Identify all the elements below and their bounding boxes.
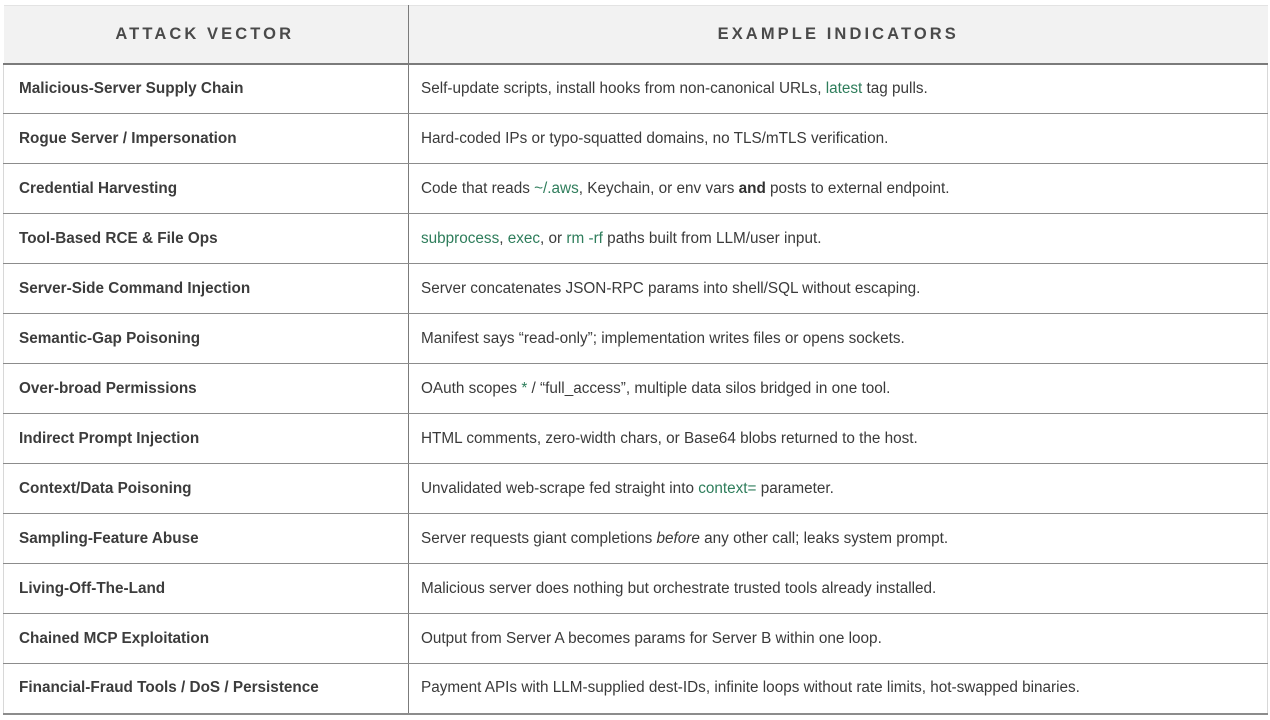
table-row bbox=[4, 314, 1268, 364]
attack-vector-cell: Rogue Server / Impersonation bbox=[4, 114, 409, 164]
attack-vector-table-container bbox=[3, 5, 1267, 715]
code-token: subprocess bbox=[421, 229, 500, 247]
code-token: rm -rf bbox=[566, 229, 603, 247]
example-indicator-cell bbox=[409, 164, 1268, 214]
code-token: * bbox=[521, 379, 528, 397]
code-token: exec bbox=[507, 229, 541, 247]
column-header-example-indicators: EXAMPLE INDICATORS bbox=[409, 6, 1268, 64]
emphasis-bold: and bbox=[738, 179, 766, 197]
attack-vector-cell: Living-Off-The-Land bbox=[4, 564, 409, 614]
indicator-text: posts to external endpoint. bbox=[765, 179, 950, 197]
indicator-text: Unvalidated web-scrape fed straight into bbox=[421, 479, 699, 497]
code-token: ~/.aws bbox=[534, 179, 579, 197]
table-body bbox=[4, 64, 1268, 714]
table-row bbox=[4, 264, 1268, 314]
table-row bbox=[4, 614, 1268, 664]
table-row bbox=[4, 564, 1268, 614]
column-header-attack-vector: ATTACK VECTOR bbox=[4, 6, 409, 64]
code-token: latest bbox=[825, 79, 863, 97]
example-indicator-cell bbox=[409, 564, 1268, 614]
example-indicator-cell bbox=[409, 64, 1268, 114]
indicator-text: , bbox=[499, 229, 508, 247]
attack-vector-cell: Credential Harvesting bbox=[4, 164, 409, 214]
indicator-text: / “full_access”, multiple data silos bridged in one tool. bbox=[527, 379, 891, 397]
example-indicator-cell bbox=[409, 414, 1268, 464]
indicator-text: Manifest says “read-only”; implementation writes files or opens sockets. bbox=[421, 329, 905, 347]
attack-vector-cell: Server-Side Command Injection bbox=[4, 264, 409, 314]
table-row bbox=[4, 364, 1268, 414]
emphasis-italic: before bbox=[656, 529, 700, 547]
attack-vector-cell: Chained MCP Exploitation bbox=[4, 614, 409, 664]
indicator-text: OAuth scopes bbox=[421, 379, 522, 397]
attack-vector-cell: Financial-Fraud Tools / DoS / Persistence bbox=[4, 664, 409, 714]
indicator-text: Payment APIs with LLM-supplied dest-IDs, infinite loops without rate limits, hot-swapped binaries. bbox=[421, 679, 1080, 697]
table-row bbox=[4, 464, 1268, 514]
table-row bbox=[4, 214, 1268, 264]
indicator-text: , Keychain, or env vars bbox=[578, 179, 739, 197]
indicator-text: Server requests giant completions bbox=[421, 529, 657, 547]
attack-vector-cell: Sampling-Feature Abuse bbox=[4, 514, 409, 564]
example-indicator-cell bbox=[409, 214, 1268, 264]
attack-vector-cell: Context/Data Poisoning bbox=[4, 464, 409, 514]
attack-vector-cell: Over-broad Permissions bbox=[4, 364, 409, 414]
table-header bbox=[4, 6, 1268, 64]
indicator-text: tag pulls. bbox=[862, 79, 928, 97]
example-indicator-cell bbox=[409, 364, 1268, 414]
indicator-text: paths built from LLM/user input. bbox=[602, 229, 822, 247]
indicator-text: Malicious server does nothing but orchestrate trusted tools already installed. bbox=[421, 579, 937, 597]
code-token: context= bbox=[698, 479, 757, 497]
indicator-text: Code that reads bbox=[421, 179, 535, 197]
attack-vector-cell: Semantic-Gap Poisoning bbox=[4, 314, 409, 364]
example-indicator-cell bbox=[409, 514, 1268, 564]
example-indicator-cell bbox=[409, 314, 1268, 364]
example-indicator-cell bbox=[409, 114, 1268, 164]
example-indicator-cell bbox=[409, 464, 1268, 514]
table-row bbox=[4, 114, 1268, 164]
example-indicator-cell bbox=[409, 664, 1268, 714]
indicator-text: Server concatenates JSON-RPC params into shell/SQL without escaping. bbox=[421, 279, 921, 297]
indicator-text: HTML comments, zero-width chars, or Base64 blobs returned to the host. bbox=[421, 429, 918, 447]
attack-vector-cell: Tool-Based RCE & File Ops bbox=[4, 214, 409, 264]
attack-vector-cell: Malicious-Server Supply Chain bbox=[4, 64, 409, 114]
example-indicator-cell bbox=[409, 264, 1268, 314]
table-header-row bbox=[4, 6, 1268, 64]
indicator-text: parameter. bbox=[756, 479, 834, 497]
indicator-text: Self-update scripts, install hooks from non-canonical URLs, bbox=[421, 79, 826, 97]
indicator-text: any other call; leaks system prompt. bbox=[699, 529, 949, 547]
indicator-text: Hard-coded IPs or typo-squatted domains, no TLS/mTLS verification. bbox=[421, 129, 889, 147]
attack-vector-cell: Indirect Prompt Injection bbox=[4, 414, 409, 464]
table-row bbox=[4, 414, 1268, 464]
attack-vector-table bbox=[3, 5, 1268, 715]
example-indicator-cell bbox=[409, 614, 1268, 664]
indicator-text: , or bbox=[540, 229, 567, 247]
indicator-text: Output from Server A becomes params for Server B within one loop. bbox=[421, 629, 882, 647]
table-row bbox=[4, 164, 1268, 214]
table-row bbox=[4, 664, 1268, 714]
table-row bbox=[4, 514, 1268, 564]
table-row bbox=[4, 64, 1268, 114]
